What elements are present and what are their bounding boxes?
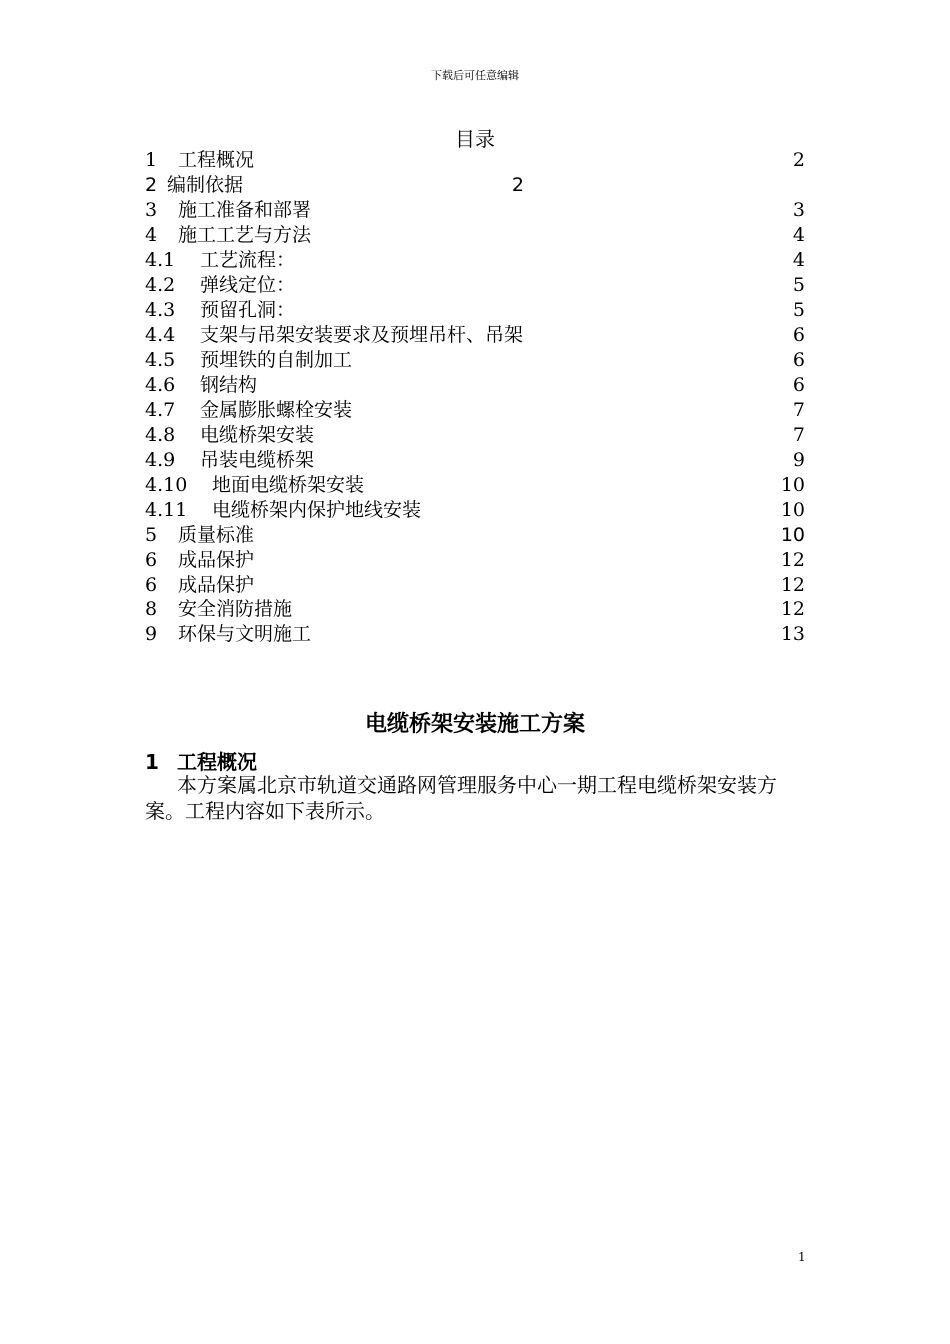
toc-entry-page: 10 <box>780 499 805 521</box>
section-heading <box>145 746 257 775</box>
section-title: 工程概况 <box>177 750 257 774</box>
toc-entry-number: 5 <box>145 524 158 546</box>
toc-title: 目录 <box>455 127 495 151</box>
page-number: 1 <box>798 1250 806 1264</box>
toc-entry-number: 4.6 <box>145 374 176 396</box>
toc-entry-number: 4.9 <box>145 449 176 471</box>
toc-entry <box>145 398 805 423</box>
toc-entry <box>145 373 805 398</box>
toc-entry <box>145 323 805 348</box>
toc-entry <box>145 622 805 647</box>
toc-entry-page: 3 <box>792 199 805 221</box>
toc-entry-number: 4 <box>145 224 158 246</box>
toc-entry-page: 5 <box>792 274 805 296</box>
toc-entry-label: 金属膨胀螺栓安装 <box>200 399 353 421</box>
toc-entry-label: 弹线定位： <box>200 274 296 296</box>
toc-entry-label: 电缆桥架安装 <box>200 424 315 446</box>
document-title: 电缆桥架安装施工方案 <box>364 712 585 737</box>
toc-entry <box>145 173 805 198</box>
toc-entry <box>145 423 805 448</box>
toc-entry-number: 4.7 <box>145 399 176 421</box>
toc-entry <box>145 348 805 373</box>
toc-entry-number: 4.4 <box>145 324 176 346</box>
toc-entry-label: 预留孔洞： <box>200 299 296 321</box>
toc-entry-number: 4.11 <box>145 499 188 521</box>
toc-entry-label: 环保与文明施工 <box>178 623 312 645</box>
toc-entry-label: 施工工艺与方法 <box>178 224 312 246</box>
toc-entry-label: 工艺流程： <box>200 249 296 271</box>
toc-entry-label: 吊装电缆桥架 <box>200 449 315 471</box>
toc-entry-page: 6 <box>792 374 805 396</box>
toc-entry-page: 10 <box>780 524 805 546</box>
toc-entry <box>145 148 805 173</box>
toc-entry <box>145 498 805 523</box>
section-paragraph: 本方案属北京市轨道交通路网管理服务中心一期工程电缆桥架安装方案。工程内容如下表所示。 <box>145 773 777 823</box>
toc-entry-label: 施工准备和部署 <box>178 199 312 221</box>
toc-entry-number: 4.1 <box>145 249 176 271</box>
toc-entry-page: 12 <box>780 598 805 620</box>
toc-entry <box>145 248 805 273</box>
toc-entry-label: 安全消防措施 <box>178 598 293 620</box>
toc-entry-number: 2 <box>145 174 158 196</box>
toc-entry-number: 4.3 <box>145 299 176 321</box>
toc-entry-number: 4.8 <box>145 424 176 446</box>
toc-entry <box>145 223 805 248</box>
section-number: 1 <box>145 750 159 774</box>
toc-entry-page: 12 <box>780 549 805 571</box>
toc-entry-page: 4 <box>792 249 805 271</box>
toc-entry-page: 9 <box>792 449 805 471</box>
toc-entry <box>145 298 805 323</box>
toc-entry-page: 6 <box>792 324 805 346</box>
toc-entry-page: 4 <box>792 224 805 246</box>
toc-entry-label: 预埋铁的自制加工 <box>200 349 353 371</box>
toc-entry-number: 6 <box>145 549 158 571</box>
toc-entry <box>145 523 805 548</box>
toc-entry-page: 5 <box>792 299 805 321</box>
toc-entry <box>145 198 805 223</box>
toc-entry-page: 12 <box>780 574 805 596</box>
toc-entry <box>145 473 805 498</box>
toc-entry <box>145 548 805 573</box>
toc-entry-label: 钢结构 <box>200 374 258 396</box>
toc-entry-number: 3 <box>145 199 158 221</box>
toc-entry-number: 8 <box>145 598 158 620</box>
toc-entry <box>145 273 805 298</box>
toc-entry-page: 6 <box>792 349 805 371</box>
toc-entry-page: 2 <box>792 149 805 171</box>
toc-entry-page: 7 <box>792 399 805 421</box>
toc-entry-number: 1 <box>145 149 158 171</box>
toc-entry-label: 编制依据 <box>167 174 244 196</box>
toc-entry-label: 质量标准 <box>178 524 255 546</box>
header-note: 下载后可任意编辑 <box>431 69 519 82</box>
toc-entry-label: 成品保护 <box>178 574 255 596</box>
toc-entry-label: 地面电缆桥架安装 <box>212 474 365 496</box>
toc-entry <box>145 448 805 473</box>
toc-entry <box>145 597 805 622</box>
toc-entry-page: 2 <box>511 174 524 196</box>
toc-entry-label: 支架与吊架安装要求及预埋吊杆、吊架 <box>200 324 524 346</box>
toc-entry-number: 9 <box>145 623 158 645</box>
toc-entry <box>145 573 805 598</box>
toc-entry-number: 4.2 <box>145 274 176 296</box>
toc-entry-page: 7 <box>792 424 805 446</box>
toc-entry-page: 10 <box>780 474 805 496</box>
toc-entry-label: 工程概况 <box>178 149 255 171</box>
toc-entry-number: 6 <box>145 574 158 596</box>
toc-entry-label: 成品保护 <box>178 549 255 571</box>
toc-entry-number: 4.10 <box>145 474 188 496</box>
toc-entry-page: 13 <box>780 623 805 645</box>
toc-entry-label: 电缆桥架内保护地线安装 <box>212 499 422 521</box>
toc-entry-number: 4.5 <box>145 349 176 371</box>
